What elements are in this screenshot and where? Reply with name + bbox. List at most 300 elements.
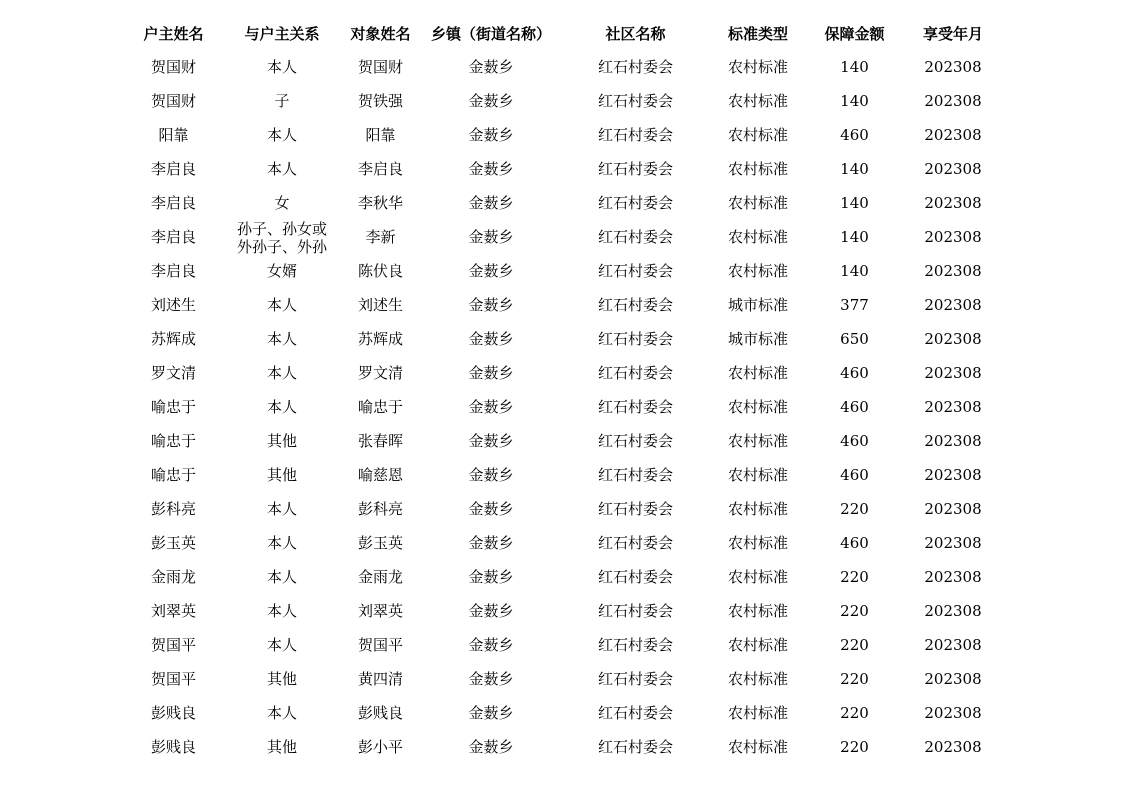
cell-wrapper: [120, 254, 227, 288]
cell-amount: [803, 356, 906, 390]
cell-wrapper: [424, 696, 558, 730]
cell-wrapper: [120, 118, 227, 152]
table-row: [120, 696, 1000, 730]
table-row: [120, 628, 1000, 662]
cell-text: 李秋华: [357, 194, 403, 212]
cell-wrapper: [906, 628, 1000, 662]
cell-township: [424, 288, 558, 322]
cell-recipient-name: [337, 152, 424, 186]
cell-period: [906, 560, 1000, 594]
cell-community: [558, 186, 713, 220]
cell-text: 红石村委会: [597, 534, 673, 552]
cell-wrapper: [558, 424, 713, 458]
cell-wrapper: [227, 390, 337, 424]
cell-wrapper: [906, 50, 1000, 84]
cell-text: 红石村委会: [597, 568, 673, 586]
cell-text: 金薮乡: [468, 738, 514, 756]
cell-householder-name: [120, 50, 227, 84]
cell-wrapper: [713, 492, 803, 526]
cell-wrapper: [424, 220, 558, 254]
cell-householder-name: [120, 730, 227, 764]
header-recipient-name: 对象姓名: [350, 24, 411, 43]
cell-township: [424, 118, 558, 152]
cell-text: 金薮乡: [468, 194, 514, 212]
cell-text: 460: [840, 126, 869, 144]
cell-community: [558, 118, 713, 152]
cell-community: [558, 220, 713, 254]
cell-wrapper: [713, 390, 803, 424]
cell-text: 220: [840, 568, 869, 586]
cell-text: 彭玉英: [357, 534, 403, 552]
cell-wrapper: [424, 458, 558, 492]
cell-text: 农村标准: [727, 568, 788, 586]
cell-text: 女: [274, 194, 290, 212]
table-row: [120, 526, 1000, 560]
table-row: [120, 152, 1000, 186]
cell-relationship: [227, 84, 337, 118]
cell-recipient-name: [337, 118, 424, 152]
cell-standard-type: [713, 254, 803, 288]
cell-text: 红石村委会: [597, 704, 673, 722]
cell-householder-name: [120, 696, 227, 730]
cell-wrapper: [558, 288, 713, 322]
cell-relationship: [227, 118, 337, 152]
cell-township: [424, 356, 558, 390]
cell-text: 本人: [266, 568, 297, 586]
cell-wrapper: [337, 594, 424, 628]
cell-wrapper: [713, 424, 803, 458]
cell-text: 金薮乡: [468, 534, 514, 552]
cell-text: 金薮乡: [468, 704, 514, 722]
cell-wrapper: [337, 730, 424, 764]
cell-text: 202308: [924, 92, 982, 110]
cell-wrapper: [713, 118, 803, 152]
cell-text: 苏辉成: [150, 330, 196, 348]
cell-text: 农村标准: [727, 160, 788, 178]
cell-amount: [803, 696, 906, 730]
cell-wrapper: [713, 696, 803, 730]
cell-period: [906, 356, 1000, 390]
cell-standard-type: [713, 118, 803, 152]
cell-relationship: [227, 356, 337, 390]
cell-community: [558, 50, 713, 84]
cell-text: 460: [840, 398, 869, 416]
cell-wrapper: [558, 84, 713, 118]
header-standard-type: 标准类型: [727, 24, 788, 43]
cell-wrapper: [906, 730, 1000, 764]
cell-wrapper: [906, 322, 1000, 356]
cell-amount: [803, 288, 906, 322]
cell-text: 本人: [266, 364, 297, 382]
cell-relationship: [227, 254, 337, 288]
cell-text: 李启良: [150, 194, 196, 212]
cell-text: 202308: [924, 194, 982, 212]
cell-wrapper: [803, 84, 906, 118]
table-row: [120, 50, 1000, 84]
cell-recipient-name: [337, 458, 424, 492]
cell-text: 农村标准: [727, 636, 788, 654]
cell-wrapper: [558, 322, 713, 356]
cell-text: 140: [840, 58, 869, 76]
cell-wrapper: [227, 84, 337, 118]
cell-wrapper: [906, 696, 1000, 730]
cell-text: 202308: [924, 704, 982, 722]
cell-wrapper: [906, 390, 1000, 424]
cell-text: 202308: [924, 432, 982, 450]
cell-wrapper: [337, 118, 424, 152]
cell-text: 农村标准: [727, 58, 788, 76]
cell-wrapper: [558, 560, 713, 594]
cell-text: 红石村委会: [597, 636, 673, 654]
cell-period: [906, 322, 1000, 356]
cell-text: 贺国平: [150, 670, 196, 688]
table-row: [120, 424, 1000, 458]
cell-wrapper: [558, 628, 713, 662]
cell-standard-type: [713, 628, 803, 662]
cell-text: 农村标准: [727, 194, 788, 212]
cell-text: 红石村委会: [597, 602, 673, 620]
cell-wrapper: [120, 424, 227, 458]
cell-text: 220: [840, 602, 869, 620]
cell-wrapper: [337, 254, 424, 288]
cell-householder-name: [120, 628, 227, 662]
cell-amount: [803, 662, 906, 696]
cell-wrapper: [713, 254, 803, 288]
cell-wrapper: [906, 118, 1000, 152]
table-row: [120, 662, 1000, 696]
cell-text: 农村标准: [727, 500, 788, 518]
cell-recipient-name: [337, 50, 424, 84]
cell-text: 202308: [924, 670, 982, 688]
cell-text: 城市标准: [727, 330, 788, 348]
cell-relationship: [227, 288, 337, 322]
cell-text: 农村标准: [727, 228, 788, 246]
cell-text: 202308: [924, 364, 982, 382]
cell-householder-name: [120, 288, 227, 322]
cell-wrapper: [227, 492, 337, 526]
cell-householder-name: [120, 594, 227, 628]
cell-wrapper: [558, 152, 713, 186]
cell-wrapper: [803, 152, 906, 186]
cell-text: 农村标准: [727, 534, 788, 552]
cell-text: 金薮乡: [468, 636, 514, 654]
cell-text: 阳靠: [365, 126, 396, 144]
cell-recipient-name: [337, 356, 424, 390]
cell-text: 202308: [924, 466, 982, 484]
cell-text: 李启良: [150, 228, 196, 246]
cell-wrapper: [424, 50, 558, 84]
cell-text: 红石村委会: [597, 398, 673, 416]
cell-standard-type: [713, 526, 803, 560]
cell-standard-type: [713, 288, 803, 322]
cell-text: 彭小平: [357, 738, 403, 756]
cell-wrapper: [120, 390, 227, 424]
cell-text: 红石村委会: [597, 58, 673, 76]
cell-text: 本人: [266, 330, 297, 348]
cell-recipient-name: [337, 662, 424, 696]
cell-amount: [803, 220, 906, 254]
cell-wrapper: [424, 628, 558, 662]
cell-relationship: [227, 458, 337, 492]
cell-recipient-name: [337, 696, 424, 730]
cell-householder-name: [120, 118, 227, 152]
cell-householder-name: [120, 322, 227, 356]
cell-text: 140: [840, 160, 869, 178]
cell-wrapper: [558, 526, 713, 560]
table-row: [120, 254, 1000, 288]
cell-text: 金雨龙: [150, 568, 196, 586]
cell-text: 202308: [924, 126, 982, 144]
table-row: [120, 390, 1000, 424]
cell-wrapper: [337, 288, 424, 322]
cell-wrapper: [558, 492, 713, 526]
cell-wrapper: [803, 560, 906, 594]
cell-wrapper: [906, 152, 1000, 186]
cell-text: 其他: [266, 466, 297, 484]
cell-text: 农村标准: [727, 398, 788, 416]
cell-wrapper: [120, 356, 227, 390]
cell-wrapper: [713, 662, 803, 696]
cell-wrapper: [227, 526, 337, 560]
cell-text: 金薮乡: [468, 92, 514, 110]
cell-text: 阳靠: [158, 126, 189, 144]
cell-text: 650: [840, 330, 869, 348]
cell-text: 李启良: [150, 160, 196, 178]
cell-text: 贺铁强: [357, 92, 403, 110]
cell-wrapper: [120, 662, 227, 696]
cell-recipient-name: [337, 730, 424, 764]
cell-community: [558, 526, 713, 560]
cell-householder-name: [120, 152, 227, 186]
table-row: [120, 492, 1000, 526]
cell-text: 金薮乡: [468, 364, 514, 382]
cell-township: [424, 186, 558, 220]
cell-text: 220: [840, 738, 869, 756]
cell-community: [558, 356, 713, 390]
cell-householder-name: [120, 390, 227, 424]
cell-period: [906, 662, 1000, 696]
cell-wrapper: [227, 118, 337, 152]
cell-text: 金薮乡: [468, 262, 514, 280]
cell-recipient-name: [337, 492, 424, 526]
cell-wrapper: [337, 696, 424, 730]
cell-wrapper: [558, 254, 713, 288]
cell-text: 220: [840, 704, 869, 722]
cell-wrapper: [424, 560, 558, 594]
cell-text: 金雨龙: [357, 568, 403, 586]
cell-standard-type: [713, 84, 803, 118]
table-row: [120, 458, 1000, 492]
cell-recipient-name: [337, 526, 424, 560]
cell-text: 本人: [266, 636, 297, 654]
cell-text: 220: [840, 500, 869, 518]
table-row: [120, 84, 1000, 118]
cell-text: 张春晖: [357, 432, 403, 450]
cell-wrapper: [227, 594, 337, 628]
cell-wrapper: [337, 662, 424, 696]
cell-wrapper: [424, 186, 558, 220]
cell-wrapper: [227, 696, 337, 730]
header-householder-name: 户主姓名: [143, 24, 204, 43]
cell-wrapper: [803, 628, 906, 662]
cell-text: 202308: [924, 534, 982, 552]
cell-wrapper: [337, 458, 424, 492]
cell-wrapper: [120, 696, 227, 730]
cell-relationship: [227, 50, 337, 84]
cell-community: [558, 390, 713, 424]
cell-householder-name: [120, 458, 227, 492]
cell-wrapper: [227, 356, 337, 390]
cell-wrapper: [337, 628, 424, 662]
cell-text: 金薮乡: [468, 228, 514, 246]
cell-township: [424, 390, 558, 424]
cell-text: 红石村委会: [597, 92, 673, 110]
cell-text: 本人: [266, 58, 297, 76]
cell-community: [558, 492, 713, 526]
cell-wrapper: [337, 84, 424, 118]
cell-wrapper: [803, 322, 906, 356]
cell-township: [424, 458, 558, 492]
cell-wrapper: [713, 186, 803, 220]
cell-wrapper: [713, 560, 803, 594]
cell-text: 农村标准: [727, 364, 788, 382]
cell-wrapper: [713, 220, 803, 254]
cell-amount: [803, 424, 906, 458]
cell-wrapper: [558, 662, 713, 696]
cell-wrapper: [227, 730, 337, 764]
cell-standard-type: [713, 594, 803, 628]
cell-text: 红石村委会: [597, 296, 673, 314]
cell-township: [424, 696, 558, 730]
cell-wrapper: [337, 492, 424, 526]
cell-text: 本人: [266, 534, 297, 552]
cell-community: [558, 254, 713, 288]
cell-wrapper: [227, 458, 337, 492]
cell-wrapper: [713, 458, 803, 492]
cell-recipient-name: [337, 84, 424, 118]
cell-wrapper: [424, 118, 558, 152]
cell-relationship: [227, 492, 337, 526]
cell-householder-name: [120, 560, 227, 594]
cell-householder-name: [120, 662, 227, 696]
cell-householder-name: [120, 356, 227, 390]
cell-recipient-name: [337, 288, 424, 322]
cell-text: 其他: [266, 738, 297, 756]
cell-standard-type: [713, 458, 803, 492]
cell-text: 红石村委会: [597, 126, 673, 144]
cell-community: [558, 322, 713, 356]
cell-community: [558, 594, 713, 628]
cell-relationship: [227, 730, 337, 764]
cell-text: 其他: [266, 432, 297, 450]
cell-text: 金薮乡: [468, 296, 514, 314]
cell-relationship: [227, 662, 337, 696]
cell-householder-name: [120, 526, 227, 560]
cell-wrapper: [906, 356, 1000, 390]
cell-community: [558, 84, 713, 118]
cell-township: [424, 50, 558, 84]
cell-text: 农村标准: [727, 704, 788, 722]
cell-wrapper: [120, 526, 227, 560]
cell-township: [424, 322, 558, 356]
table-row: [120, 322, 1000, 356]
cell-text: 金薮乡: [468, 330, 514, 348]
cell-householder-name: [120, 84, 227, 118]
cell-wrapper: [803, 254, 906, 288]
cell-wrapper: [424, 492, 558, 526]
cell-standard-type: [713, 424, 803, 458]
cell-wrapper: [337, 220, 424, 254]
cell-amount: [803, 560, 906, 594]
cell-wrapper: [558, 458, 713, 492]
cell-wrapper: [424, 84, 558, 118]
cell-wrapper: [227, 662, 337, 696]
cell-wrapper: [227, 50, 337, 84]
cell-wrapper: [227, 152, 337, 186]
cell-wrapper: [906, 594, 1000, 628]
beneficiary-table: [120, 16, 1000, 764]
cell-recipient-name: [337, 322, 424, 356]
header-row: [120, 16, 1000, 50]
cell-text: 喻忠于: [150, 466, 196, 484]
cell-text: 罗文清: [357, 364, 403, 382]
cell-wrapper: [906, 84, 1000, 118]
cell-wrapper: [120, 288, 227, 322]
cell-wrapper: [424, 288, 558, 322]
cell-wrapper: [906, 186, 1000, 220]
header-community: 社区名称: [605, 24, 666, 43]
cell-text: 202308: [924, 636, 982, 654]
cell-recipient-name: [337, 254, 424, 288]
cell-standard-type: [713, 356, 803, 390]
cell-standard-type: [713, 730, 803, 764]
cell-text: 红石村委会: [597, 466, 673, 484]
cell-relationship: [227, 594, 337, 628]
cell-wrapper: [906, 288, 1000, 322]
cell-wrapper: [713, 50, 803, 84]
cell-standard-type: [713, 390, 803, 424]
cell-township: [424, 730, 558, 764]
cell-text: 本人: [266, 160, 297, 178]
cell-wrapper: [120, 220, 227, 254]
cell-wrapper: [558, 696, 713, 730]
cell-relationship: [227, 322, 337, 356]
cell-community: [558, 628, 713, 662]
cell-text: 本人: [266, 704, 297, 722]
cell-relationship: [227, 220, 337, 254]
cell-period: [906, 458, 1000, 492]
cell-wrapper: [337, 424, 424, 458]
cell-wrapper: [558, 356, 713, 390]
cell-text: 460: [840, 364, 869, 382]
cell-township: [424, 560, 558, 594]
cell-wrapper: [558, 186, 713, 220]
cell-text: 红石村委会: [597, 194, 673, 212]
cell-standard-type: [713, 186, 803, 220]
cell-text: 彭贱良: [150, 704, 196, 722]
cell-wrapper: [906, 662, 1000, 696]
cell-text: 220: [840, 636, 869, 654]
cell-wrapper: [337, 356, 424, 390]
cell-township: [424, 662, 558, 696]
cell-text: 金薮乡: [468, 126, 514, 144]
cell-wrapper: [906, 492, 1000, 526]
cell-text: 202308: [924, 738, 982, 756]
cell-wrapper: [803, 390, 906, 424]
cell-text: 李新: [365, 228, 396, 246]
cell-wrapper: [424, 322, 558, 356]
cell-standard-type: [713, 492, 803, 526]
